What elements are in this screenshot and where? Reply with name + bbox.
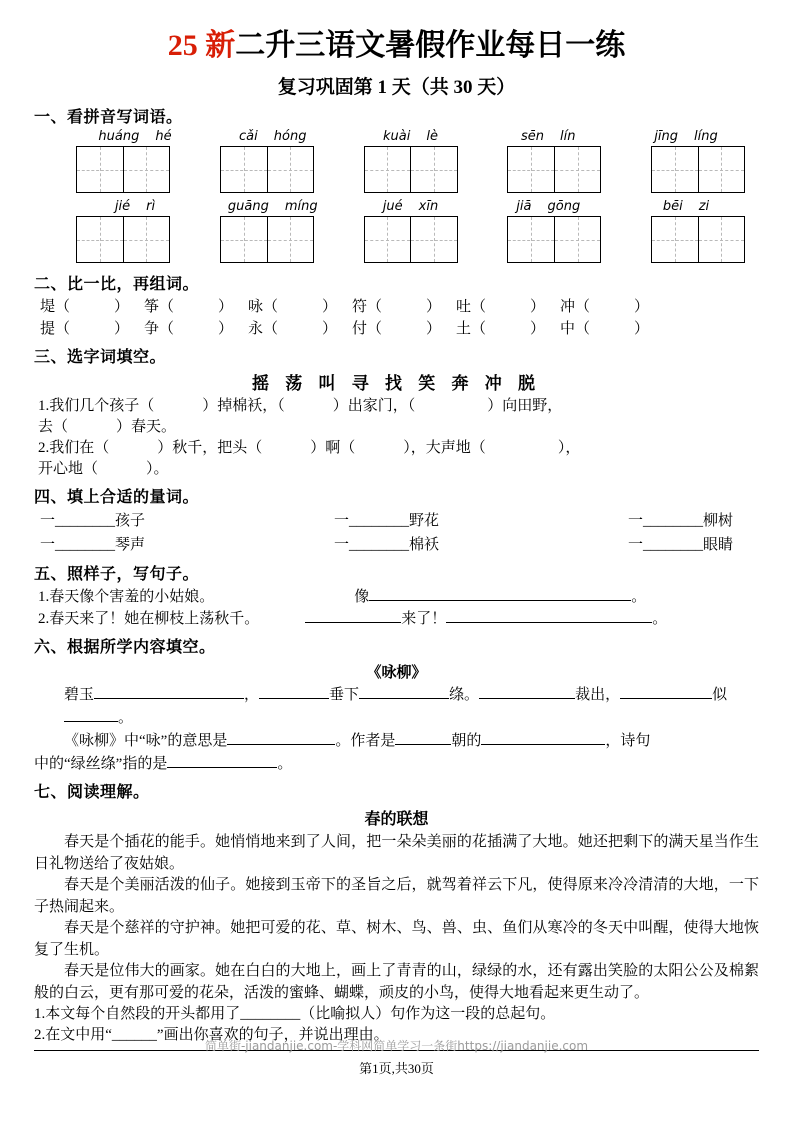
pinyin-row-1 [34, 129, 759, 144]
pinyin-row-2 [34, 199, 759, 214]
pinyin-cell: jiā gōng [516, 199, 581, 214]
tianzige-box[interactable] [220, 146, 314, 193]
section-3-heading: 三、选字词填空。 [34, 349, 167, 366]
answer-blank[interactable] [395, 744, 451, 745]
tianzige-cell[interactable] [508, 147, 554, 192]
pinyin-grid-row-2 [34, 199, 759, 263]
pinyin-cell: kuài lè [383, 129, 438, 144]
answer-blank[interactable] [446, 622, 652, 623]
page-title [34, 20, 759, 64]
pinyin-cell: jié rì [114, 199, 156, 214]
compare-item[interactable]: 永（ ） [248, 321, 338, 337]
compare-item[interactable]: 吐（ ） [456, 299, 546, 315]
tianzige-cell[interactable] [267, 147, 313, 192]
tianzige-cell[interactable] [267, 217, 313, 262]
pinyin-cell: huáng hé [98, 129, 172, 144]
poem-fill-line-1: 碧玉 ， 垂下 绦。 裁出， 似。 [64, 687, 728, 726]
poem-fill-line-2: 《咏柳》中“咏”的意思是 。作者是 朝的 ，诗句 [64, 733, 651, 749]
tianzige-cell[interactable] [365, 217, 411, 262]
answer-blank[interactable] [227, 744, 335, 745]
compare-item[interactable]: 咏（ ） [248, 299, 338, 315]
answer-blank[interactable] [305, 622, 401, 623]
watermark-text: 简单街-jiandanjie.com-学科网简单学习一条街https://jiandanjie.com [204, 1039, 589, 1053]
word-bank: 摇 荡 叫 寻 找 笑 奔 冲 脱 [252, 374, 541, 393]
tianzige-box[interactable] [507, 216, 601, 263]
fill-question-1[interactable]: 1.我们几个孩子（ ）掉棉袄，（ ）出家门，（ ）向田野， [38, 398, 563, 414]
section-4-heading: 四、填上合适的量词。 [34, 489, 200, 506]
fill-question-1-cont[interactable]: 去（ ）春天。 [38, 419, 177, 435]
tianzige-cell[interactable] [698, 147, 744, 192]
measure-word-item[interactable]: 一________柳树 [627, 513, 733, 529]
answer-blank[interactable] [94, 698, 244, 699]
reading-question-2[interactable]: 2.在文中用“______”画出你喜欢的句子，并说出理由。 [34, 1027, 389, 1043]
pinyin-cell: bēi zi [662, 199, 710, 214]
reading-paragraph-2: 春天是个美丽活泼的仙子。她接到玉帝下的圣旨之后，就驾着祥云下凡，使得原来冷冷清清的大地，一下子热闹起来。 [34, 877, 759, 915]
compare-item[interactable]: 冲（ ） [560, 299, 650, 315]
compare-item[interactable]: 中（ ） [560, 321, 650, 337]
pinyin-cell: jué xīn [382, 199, 439, 214]
answer-blank[interactable] [479, 698, 575, 699]
measure-word-row-2 [34, 533, 759, 557]
tianzige-row-1 [34, 144, 759, 193]
tianzige-box[interactable] [364, 146, 458, 193]
compare-item[interactable]: 付（ ） [352, 321, 442, 337]
measure-word-row-1 [34, 509, 759, 533]
measure-word-item[interactable]: 一________孩子 [40, 513, 146, 529]
compare-line-1 [34, 296, 759, 318]
measure-word-item[interactable]: 一________眼睛 [627, 537, 733, 553]
compare-line-2 [34, 318, 759, 340]
tianzige-cell[interactable] [77, 147, 123, 192]
tianzige-box[interactable] [651, 216, 745, 263]
poem-title: 《咏柳》 [366, 665, 427, 681]
answer-blank[interactable] [369, 600, 631, 601]
section-5-heading: 五、照样子，写句子。 [34, 566, 200, 583]
pinyin-cell: cǎi hóng [239, 129, 307, 144]
reading-question-1[interactable]: 1.本文每个自然段的开头都用了________（比喻拟人）句作为这一段的总起句。 [34, 1006, 556, 1022]
tianzige-cell[interactable] [698, 217, 744, 262]
tianzige-cell[interactable] [221, 147, 267, 192]
reading-paragraph-4: 春天是位伟大的画家。她在白白的大地上，画上了青青的山，绿绿的水，还有露出笑脸的太阳公公及棉絮般的白云，更有那可爱的花朵，活泼的蜜蜂、蝴蝶，顽皮的小鸟，使得大地看起来更生动了。 [34, 963, 759, 1001]
compare-item[interactable]: 提（ ） [40, 321, 130, 337]
section-1-heading: 一、看拼音写词语。 [34, 109, 183, 126]
compare-item[interactable]: 争（ ） [144, 321, 234, 337]
measure-word-item[interactable]: 一________琴声 [40, 537, 146, 553]
tianzige-cell[interactable] [221, 217, 267, 262]
answer-blank[interactable] [481, 744, 605, 745]
compare-item[interactable]: 土（ ） [456, 321, 546, 337]
tianzige-cell[interactable] [508, 217, 554, 262]
page-number: 第1页,共30页 [359, 1061, 434, 1076]
title-prefix: 25 新 [167, 29, 236, 62]
tianzige-box[interactable] [220, 216, 314, 263]
tianzige-cell[interactable] [77, 217, 123, 262]
poem-fill-line-3: 中的“绿丝绦”指的是 。 [34, 756, 293, 772]
example-sentence-1: 1.春天像个害羞的小姑娘。 像 。 [38, 589, 647, 605]
reading-paragraph-3: 春天是个慈祥的守护神。她把可爱的花、草、树木、鸟、兽、虫、鱼们从寒冷的冬天中叫醒，使得大地恢复了生机。 [34, 920, 759, 958]
measure-word-item[interactable]: 一________野花 [333, 513, 439, 529]
tianzige-cell[interactable] [652, 147, 698, 192]
answer-blank[interactable] [64, 721, 118, 722]
section-7-heading: 七、阅读理解。 [34, 784, 150, 801]
section-6-heading: 六、根据所学内容填空。 [34, 639, 216, 656]
tianzige-box[interactable] [364, 216, 458, 263]
tianzige-row-2 [34, 214, 759, 263]
answer-blank[interactable] [259, 698, 329, 699]
compare-item[interactable]: 堤（ ） [40, 299, 130, 315]
tianzige-cell[interactable] [410, 147, 456, 192]
answer-blank[interactable] [167, 767, 277, 768]
tianzige-cell[interactable] [123, 217, 169, 262]
compare-item[interactable]: 符（ ） [352, 299, 442, 315]
reading-paragraph-1: 春天是个插花的能手。她悄悄地来到了人间，把一朵朵美丽的花插满了大地。她还把剩下的满天星当作生日礼物送给了夜姑娘。 [34, 834, 759, 872]
tianzige-cell[interactable] [554, 217, 600, 262]
tianzige-box[interactable] [76, 216, 170, 263]
pinyin-cell: jīng líng [654, 129, 718, 144]
example-sentence-2: 2.春天来了！她在柳枝上荡秋千。 来了！ 。 [38, 611, 668, 627]
measure-word-item[interactable]: 一________棉袄 [333, 537, 439, 553]
title-main: 二升三语文暑假作业每日一练 [235, 29, 626, 62]
tianzige-cell[interactable] [123, 147, 169, 192]
reading-title: 春的联想 [364, 811, 429, 828]
pinyin-cell: guāng míng [227, 199, 318, 214]
tianzige-cell[interactable] [652, 217, 698, 262]
compare-item[interactable]: 筝（ ） [144, 299, 234, 315]
answer-blank[interactable] [359, 698, 449, 699]
page-subtitle: 复习巩固第 1 天（共 30 天） [277, 77, 516, 98]
tianzige-cell[interactable] [365, 147, 411, 192]
section-2-heading: 二、比一比，再组词。 [34, 276, 200, 293]
tianzige-box[interactable] [76, 146, 170, 193]
fill-question-2-cont[interactable]: 开心地（ ）。 [38, 461, 169, 477]
fill-question-2[interactable]: 2.我们在（ ）秋千，把头（ ）啊（ ），大声地（ ）， [38, 440, 581, 456]
tianzige-cell[interactable] [554, 147, 600, 192]
tianzige-box[interactable] [651, 146, 745, 193]
tianzige-cell[interactable] [410, 217, 456, 262]
answer-blank[interactable] [620, 698, 712, 699]
pinyin-grid-row-1 [34, 129, 759, 193]
pinyin-cell: sēn lín [521, 129, 576, 144]
tianzige-box[interactable] [507, 146, 601, 193]
